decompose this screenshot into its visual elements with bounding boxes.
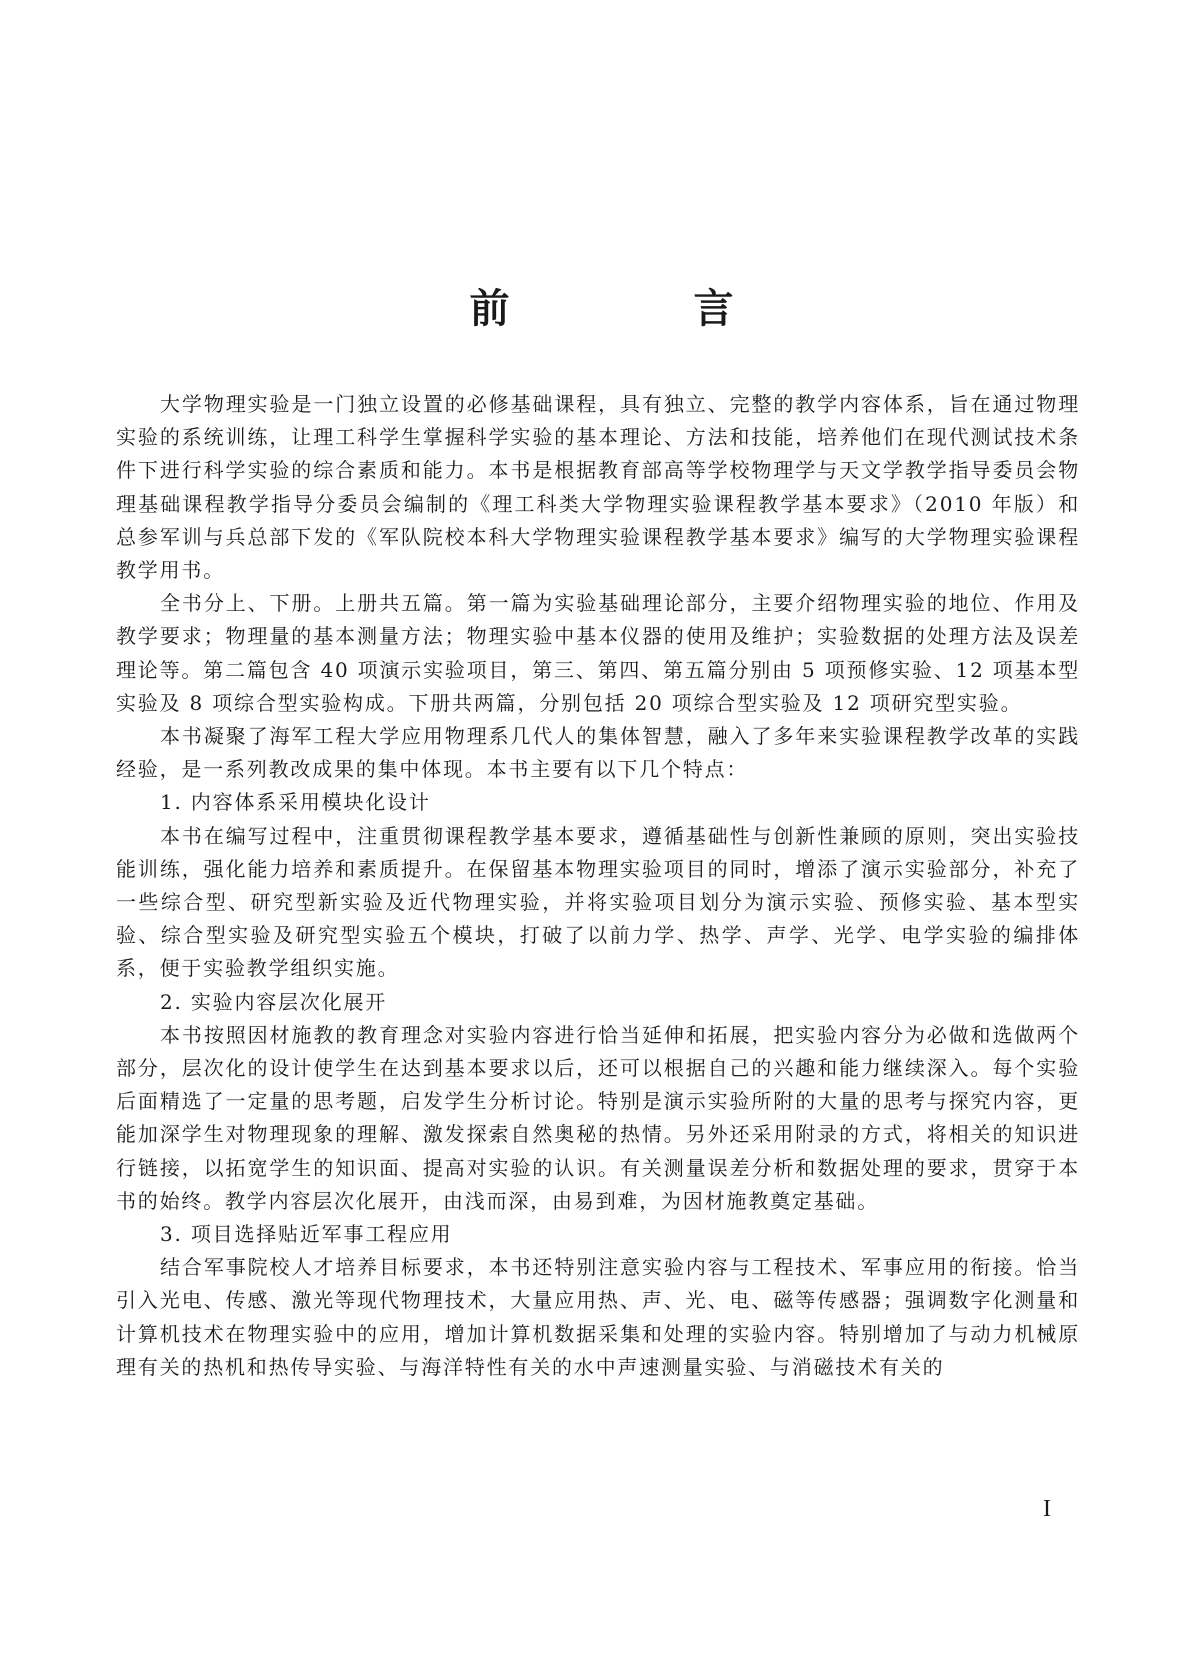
intro-paragraph: 大学物理实验是一门独立设置的必修基础课程，具有独立、完整的教学内容体系，旨在通过物理实验的系统训练，让理工科学生掌握科学实验的基本理论、方法和技能，培养他们在现代测试技术条件下进行科学实验的综合素质和能力。本书是根据教育部高等学校物理学与天文学教学指导委员会物理基础课程教学指导分委员会编制的《理工科类大学物理实验课程教学基本要求》（2010 年版）和总参军训与兵总部下发的《军队院校本科大学物理实验课程教学基本要求》编写的大学物理实验课程教学用书。 xyxy=(116,392,1080,583)
section-heading-layered-content: 2. 实验内容层次化展开 xyxy=(160,989,388,1014)
section-heading-military-application: 3. 项目选择贴近军事工程应用 xyxy=(160,1222,453,1247)
section-text-layered-content: 本书按照因材施教的教育理念对实验内容进行恰当延伸和拓展，把实验内容分为必做和选做两个部分，层次化的设计使学生在达到基本要求以后，还可以根据自己的兴趣和能力继续深入。每个实验后面精选了一定量的思考题，启发学生分析讨论。特别是演示实验所附的大量的思考与探究内容，更能加深学生对物理现象的理解、激发探索自然奥秘的热情。另外还采用附录的方式，将相关的知识进行链接，以拓宽学生的知识面、提高对实验的认识。有关测量误差分析和数据处理的要求，贯穿于本书的始终。教学内容层次化展开，由浅而深，由易到难，为因材施教奠定基础。 xyxy=(116,1022,1080,1213)
section-text-military-application: 结合军事院校人才培养目标要求，本书还特别注意实验内容与工程技术、军事应用的衔接。恰当引入光电、传感、激光等现代物理技术，大量应用热、声、光、电、磁等传感器；强调数字化测量和计算机技术在物理实验中的应用，增加计算机数据采集和处理的实验内容。特别增加了与动力机械原理有关的热机和热传导实验、与海洋特性有关的水中声速测量实验、与消磁技术有关的 xyxy=(116,1255,1080,1379)
preface-body xyxy=(116,388,1080,1384)
structure-paragraph: 全书分上、下册。上册共五篇。第一篇为实验基础理论部分，主要介绍物理实验的地位、作用及教学要求；物理量的基本测量方法；物理实验中基本仪器的使用及维护；实验数据的处理方法及误差理论等。第二篇包含 40 项演示实验项目，第三、第四、第五篇分别由 5 项预修实验、12 项基本型实验及 8 项综合型实验构成。下册共两篇，分别包括 20 项综合型实验及 12 项研究型实验。 xyxy=(116,591,1080,715)
section-heading-modular-design: 1. 内容体系采用模块化设计 xyxy=(160,790,431,815)
section-text-modular-design: 本书在编写过程中，注重贯彻课程教学基本要求，遵循基础性与创新性兼顾的原则，突出实验技能训练，强化能力培养和素质提升。在保留基本物理实验项目的同时，增添了演示实验部分，补充了一些综合型、研究型新实验及近代物理实验，并将实验项目划分为演示实验、预修实验、基本型实验、综合型实验及研究型实验五个模块，打破了以前力学、热学、声学、光学、电学实验的编排体系，便于实验教学组织实施。 xyxy=(116,823,1080,981)
features-paragraph: 本书凝聚了海军工程大学应用物理系几代人的集体智慧，融入了多年来实验课程教学改革的实践经验，是一系列教改成果的集中体现。本书主要有以下几个特点： xyxy=(116,724,1080,782)
page-number: I xyxy=(1043,1496,1051,1522)
page-title: 前 言 xyxy=(469,285,806,332)
